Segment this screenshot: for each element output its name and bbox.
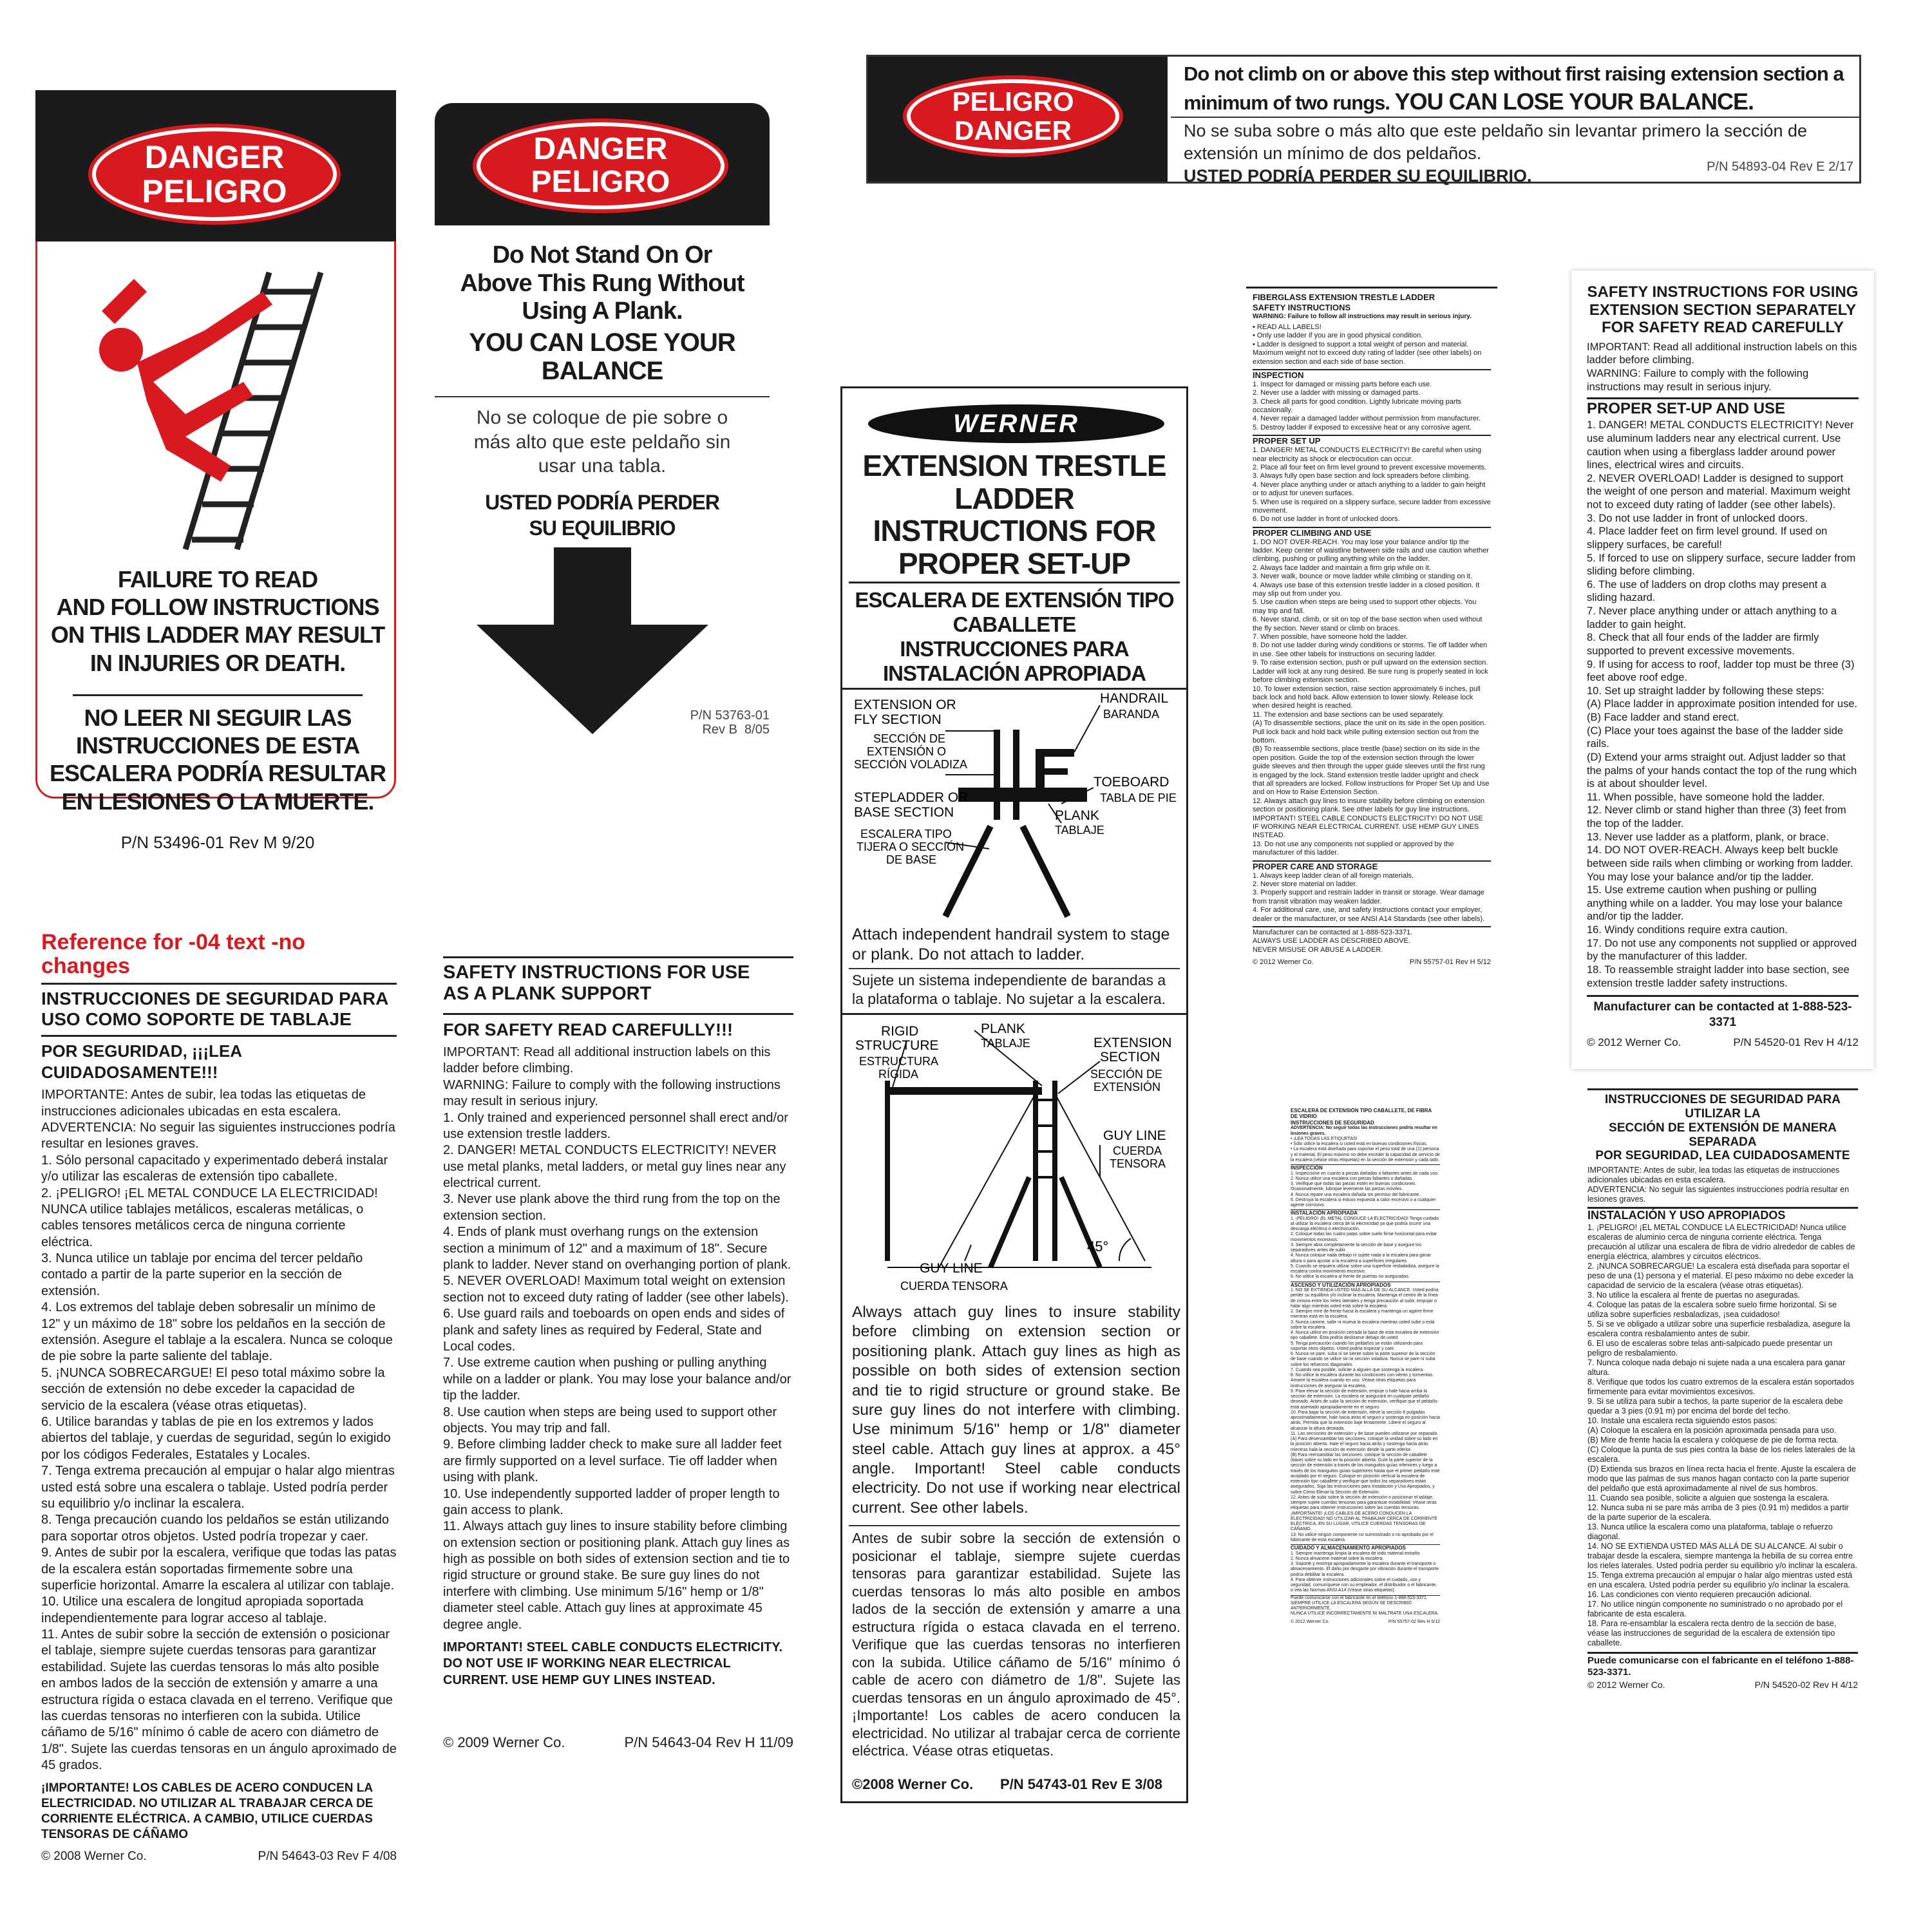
divider	[849, 1525, 1180, 1526]
part-number: P/N 53496-01 Rev M 9/20	[120, 833, 315, 852]
plank-label: PLANK	[1055, 808, 1099, 823]
climb-heading: ASCENSO Y UTILIZACIÓN APROPIADOS	[1291, 1282, 1440, 1288]
body-text: IMPORTANTE: Antes de subir, lea todas las etiquetas de instrucciones adicionales ubicadas en esta escalera. ADVERTENCIA: No seguir las siguientes instrucciones podría resultar en lesiones graves. 1. Sólo personal capacitado y experimentado deberá instalar y/o utilizar las escaleras de extensión tipo caballete. 2. ¡PELIGRO! ¡EL METAL CONDUCE LA ELECTRICIDAD! NUNCA utilice tablajes metálicos, escaleras metálicas, o cables tensores metálicos cerca de ninguna corriente eléctrica. 3. Nunca utilice un tablaje por encima del tercer peldaño contado a partir de la parte superior en la sección de extensión. 4. Los extremos del tablaje deben sobresalir un mínimo de 12" y un máximo de 18" sobre los peldaños en la sección de extensión. Asegure el tablaje a la escalera. Nunca se coloque de pie sobre la parte saliente del tablaje. 5. ¡NUNCA SOBRECARGUE! El peso total máximo sobre la sección de extensión no debe exceder la capacidad de servicio de la escalera (véase otras etiquetas). 6. Utilice barandas y tablas de pie en los extremos y lados abiertos del tablaje, y cuerdas de seguridad, según lo exigido por los códigos Federales, Estatales y Locales. 7. Tenga extrema precaución al empujar o halar algo mientras usted está sobre una escalera o tablaje. Usted podría perder su equilibrio y/o inclinar la escalera. 8. Tenga precaución cuando los peldaños se están utilizando para soportar otros objetos. Usted podría tropezar y caer. 9. Antes de subir por la escalera, verifique que todas las patas de la escalera están soportadas firmemente sobre una superficie horizontal. Amarre la escalera al utilizar con tablaje. 10. Utilice una escalera de longitud apropiada soportada independientemente para lograr acceso al tablaje. 11. Antes de subir sobre la sección de extensión o posicionar el tablaje, siempre sujete cuerdas tensoras para garantizar estabilidad. Sujete las cuerdas tensoras lo más alto posible en ambos lados de la sección de extensión y amarre a una estructura rígida o estaca clavada en el terreno. Verifique que las cuerdas tensoras no interfieren con la subida. Utilice cáñamo de 5/16" mínimo ó cable de acero con diámetro de 1/8". Sujete las cuerdas tensoras en un ángulo aproximado de 45 grados.	[41, 1088, 397, 1773]
copyright: © 2012 Werner Co.	[1291, 1619, 1330, 1624]
danger-oval	[92, 128, 337, 221]
instruction-es	[1184, 120, 1853, 187]
handrail-note-es: Sujete un sistema independiente de barandas a la plataforma o tablaje. No sujetar a la escalera.	[852, 972, 1166, 1007]
handrail-label: HANDRAIL	[1100, 691, 1169, 706]
contact-text: Manufacturer can be contacted at 1-888-523-3371	[1587, 995, 1859, 1030]
danger-label-raise-extension	[866, 55, 1861, 184]
part-number: P/N 53763-01 Rev B 8/05	[690, 708, 770, 737]
peligro-text: PELIGRO	[531, 164, 670, 199]
setup-heading: PROPER SET-UP AND USE	[1587, 397, 1859, 419]
extension-separately-label-en	[1571, 270, 1874, 1069]
inspection-heading: INSPECTION	[1253, 369, 1491, 381]
label-subtitle: POR SEGURIDAD, ¡¡¡LEA CUIDADOSAMENTE!!!	[41, 1035, 397, 1083]
part-number: P/N 54743-01 Rev E 3/08	[1000, 1776, 1162, 1792]
label-footer	[1291, 1620, 1440, 1625]
guy-line-label-2: GUY LINE	[920, 1261, 983, 1276]
part-number: P/N 54520-02 Rev H 4/12	[1754, 1679, 1858, 1690]
danger-text: DANGER	[144, 139, 285, 175]
divider	[435, 396, 770, 397]
danger-oval	[477, 122, 724, 209]
danger-text: DANGER	[533, 132, 668, 167]
inspection-text: 1. Inspeccione en cuanto a piezas dañadas o faltantes antes de cada uso. 2. Nunca utilice una escalera con piezas faltantes o dañadas. 3. Verifique que todas las piezas estén en buenas condiciones. Ocasionalmente, lubrique levemente las piezas móviles. 4. Nunca repare una escalera dañada sin permiso del fabricante. 5. Destruya la escalera si estuvo expuesta a calor excesivo o a cualquier agente corrosivo.	[1291, 1171, 1439, 1208]
werner-logo	[868, 404, 1164, 443]
plank-label: PLANK	[981, 1021, 1025, 1036]
label-title: SAFETY INSTRUCTIONS FOR USE AS A PLANK SUPPORT	[443, 956, 793, 1005]
balance-warning-en: YOU CAN LOSE YOUR BALANCE.	[1394, 88, 1754, 115]
part-number: P/N 54520-01 Rev H 4/12	[1733, 1036, 1859, 1048]
step-section-label: STEPLADDER OR BASE SECTION	[854, 790, 969, 820]
climb-text: 1. NO SE EXTIENDA USTED MÁS ALLÁ DE SU ALCANCE. Usted podría perder su equilibrio y/o inclinar la escalera. Mantenga el centro de la línea de cintura entre los rieles laterales y tenga precaución al subir, empujar o halar algo mientras usted está sobre la escalera. 2. Siempre mire de frente hacia la escalera y mantenga un agarre firme mientras está en la escalera. 3. Nunca camine, salte ni mueva la escalera mientras usted sube o está sobre la escalera. 4. Nunca utilice en posición cerrada la base de esta escalera de extensión tipo caballete. Ésta podría deslizarse debajo de usted. 5. Tenga precaución cuando los peldaños se están utilizando para soportar otros objetos. Usted podría tropezar y caer. 6. Nunca se pare, suba ni se siente sobre la parte superior de la sección de base cuando se utilice sin la sección voladiza. Nunca se pare ni suba sobre los refuerzos diagonales. 7. Cuando sea posible, solicite a alguien que sostenga la escalera. 8. No utilice la escalera durante las condiciones con viento y tormentas. Amarre la escalera cuando en uso. Véase otras etiquetas para instrucciones de asegurar la escalera. 9. Para elevar la sección de extensión, empuje o hale hacia arriba la sección de extensión. La escalera se asegurará en cualquier peldaño deseado. Antes de subir la sección de extensión, verifique que el peldaño está asentado apropiadamente en el seguro. 10. Para bajar la sección de extensión, eleve la sección 6 pulgadas aproximadamente, hale hacia atrás el seguro y sostenga en posición hacia atrás. Permita que la extensión baje lentamente. Libere el seguro al alcanzar la altura deseada. 11. Las secciones de extensión y de base pueden utilizarse por separado. (A) Para desensamblar las secciones, coloque la unidad sobre su lado en la posición abierta. Hale el seguro hacia atrás y sostenga hacia atrás mientras hala la sección de extensión desde la parte inferior. (B) Para reensamblar las secciones, coloque la sección de caballete (base) sobre su lado en la posición abierta. Guíe la parte superior de la sección de extensión a través de los manguitos guías inferiores y luego a través de los manguitos guías superiores hasta que el primer peldaño esté acoplado por el seguro. Coloque en posición vertical la escalera de extensión tipo caballete y verifique que todos los separadores están asegurados. Siga las instrucciones para Instalación y Uso Apropiados, y sobre Cómo Elevar la Sección de Extensión. 12. Antes de subir sobre la sección de extensión o posicionar el tablaje, siempre sujete cuerdas tensoras para garantizar estabilidad. Véase otras etiquetas para obtener instrucciones sobre las cuerdas tensoras. ¡IMPORTANTE! ¡LOS CABLES DE ACERO CONDUCEN LA ELECTRICIDAD! NO UTILIZAR AL TRABAJAR CERCA DE CORRIENTE ELÉCTRICA. EN SU LUGAR, UTILICE CUERDAS TENSORAS DE CÁÑAMO. 13. No utilice ningún componente no suministrado o no aprobado por el fabricante de esta escalera.	[1291, 1288, 1440, 1542]
label-footer	[1587, 1036, 1859, 1049]
label-footer	[443, 1734, 793, 1752]
inspection-heading: INSPECCIÓN	[1291, 1164, 1440, 1171]
reference-note: Reference for -04 text -no changes	[41, 930, 305, 979]
ext-label: EXTENSION SECTION	[1094, 1036, 1172, 1065]
angle-label: 45°	[1087, 1238, 1109, 1255]
rigid-label-es: ESTRUCTURA RÍGIDA	[859, 1055, 939, 1081]
contact-text: Puede comunicarse con el fabricante en el teléfono 1-888-523-3371.	[1587, 1652, 1858, 1678]
copyright: © 2008 Werner Co.	[41, 1850, 147, 1864]
instruction-en: Do Not Stand On Or Above This Rung Without Using A Plank.	[460, 242, 744, 325]
important-text: IMPORTANT: Read all additional instruction labels on this ladder before climbing. WARNING: Failure to comply with the following instructions may result in serious injury.	[1587, 341, 1857, 393]
handrail-note-en: Attach independent handrail system to stage or plank. Do not attach to ladder.	[852, 925, 1170, 964]
setup-heading: INSTALACIÓN Y USO APROPIADOS	[1587, 1207, 1858, 1223]
important-text: IMPORTANT! STEEL CABLE CONDUCTS ELECTRICITY. DO NOT USE IF WORKING NEAR ELECTRICAL CURRENT. USE HEMP GUY LINES INSTEAD.	[443, 1640, 783, 1687]
warning-text-es: NO LEER NI SEGUIR LAS INSTRUCCIONES DE ESTA ESCALERA PODRÍA RESULTAR EN LESIONES O LA MUERTE.	[49, 705, 386, 815]
copyright: © 2012 Werner Co.	[1587, 1036, 1681, 1048]
body-text: 1. DANGER! METAL CONDUCTS ELECTRICITY! Never use aluminum ladders near any electrical current. Use caution when using a fiberglass ladder around power lines, electrical wires and circuits. 2. NEVER OVERLOAD! Ladder is designed to support the weight of one person and material. Maximum weight not to exceed duty rating of ladder (see other labels). 3. Do not use ladder in front of unlocked doors. 4. Place ladder feet on firm level ground. If used on slippery surfaces, be careful! 5. If forced to use on slippery surface, secure ladder from sliding before climbing. 6. The use of ladders on drop cloths may present a sliding hazard. 7. Never place anything under or attach anything to a ladder to gain height. 8. Check that all four ends of the ladder are firmly supported to prevent excessive movements. 9. If using for access to roof, ladder top must be three (3) feet above roof edge. 10. Set up straight ladder by following these steps: (A) Place ladder in approximate position intended for use. (B) Face ladder and stand erect. (C) Place your toes against the base of the ladder side rails. (D) Extend your arms straight out. Adjust ladder so that the palms of your hands contact the top of the rung which is at about shoulder level. 11. When possible, have someone hold the ladder. 12. Never climb or stand higher than three (3) feet from the top of the ladder. 13. Never use ladder as a platform, plank, or brace. 14. DO NOT OVER-REACH. Always keep belt buckle between side rails when climbing or working from ladder. You may lose your balance and/or tip the ladder. 15. Use extreme caution when pushing or pulling anything while on a ladder. You may lose your balance and/or tip the ladder. 16. Windy conditions require extra caution. 17. Do not use any components not supplied or approved by the manufacturer of this ladder. 18. To reassemble straight ladder into base section, see extension trestle ladder safety instructions.	[1587, 419, 1858, 989]
body-text: IMPORTANT: Read all additional instruction labels on this ladder before climbing. WARNING: Failure to comply with the following instructions may result in serious injury. 1. Only trained and experienced personnel shall erect and/or use extension trestle ladders. 2. DANGER! METAL CONDUCTS ELECTRICITY! NEVER use metal planks, metal ladders, or metal guy lines near any electrical current. 3. Never use plank above the third rung from the top on the extension section. 4. Ends of plank must overhang rungs on the extension section a minimum of 12" and a maximum of 18". Secure plank to ladder. Never stand on overhanging portion of plank. 5. NEVER OVERLOAD! Maximum total weight on extension section not to exceed duty rating of ladder (see other labels). 6. Use guard rails and toeboards on open ends and sides of plank and safety lines as required by Federal, State and Local codes. 7. Use extreme caution when pushing or pulling anything while on a ladder or plank. You may lose your balance and/or tip the ladder. 8. Use caution when steps are being used to support other objects. You may trip and fall. 9. Before climbing ladder check to make sure all ladder feet are firmly supported on a level surface. Tie off ladder when using with plank. 10. Use independently supported ladder of proper length to gain access to plank. 11. Always attach guy lines to insure stability before climbing on extension section or positioning plank. Attach guy lines as high as possible on both sides of extension section and tie to rigid structure or ground stake. Be sure guy lines do not interfere with climbing. Use minimum 5/16" hemp or 1/8" diameter steel cable. Attach guy lines at approximate 45 degree angle.	[443, 1045, 791, 1632]
inspection-text: 1. Inspect for damaged or missing parts before each use. 2. Never use a ladder with missing or damaged parts. 3. Check all parts for good condition. Lightly lubricate moving parts occasionally. 4. Never repair a damaged ladder without permission from manufacturer. 5. Destroy ladder if exposed to excessive heat or any corrosive agent.	[1253, 380, 1481, 431]
extension-separately-label-es	[1581, 1088, 1864, 1842]
instruction-es-text: No se suba sobre o más alto que este peldaño sin levantar primero la sección de extensión un mínimo de dos peldaños.	[1184, 121, 1808, 164]
setup-text: 1. DANGER! METAL CONDUCTS ELECTRICITY! Be careful when using near electricity as shock or electrocution can occur. 2. Place all four feet on firm level ground to prevent excessive movements. 3. Always fully open base section and lock spreaders before climbing. 4. Never place anything under or attach anything to a ladder to gain height or to adjust for uneven surfaces. 5. When use is required on a slippery surface, secure ladder from excessive movement. 6. Do not use ladder in front of unlocked doors.	[1253, 446, 1491, 524]
trestle-setup-diagram	[842, 691, 1186, 923]
guy-line-diagram	[842, 1016, 1186, 1300]
part-number: P/N 54643-04 Rev H 11/09	[624, 1734, 793, 1751]
copyright: ©2008 Werner Co.	[852, 1776, 974, 1792]
setup-heading: PROPER SET UP	[1253, 435, 1491, 446]
warning-text: ADVERTENCIA: No seguir todas las instrucciones podría resultar en lesiones graves.	[1291, 1126, 1437, 1136]
label-title: ESCALERA DE EXTENSIÓN TIPO CABALLETE, DE FIBRA DE VIDRIO INSTRUCCIONES DE SEGURIDAD	[1291, 1108, 1432, 1126]
care-heading: CUIDADO Y ALMACENAMIENTO APROPIADOS	[1291, 1544, 1440, 1551]
peligro-text: PELIGRO	[952, 86, 1074, 117]
label-title: SAFETY INSTRUCTIONS FOR USING EXTENSION SECTION SEPARATELY FOR SAFETY READ CAREFULLY	[1587, 283, 1859, 337]
part-number: P/N 55757-02 Rev H 5/12	[1388, 1619, 1440, 1624]
werner-logo-text: WERNER	[953, 409, 1079, 438]
care-text: 1. Always keep ladder clean of all foreign materials. 2. Never store material on ladder. 3. Properly support and restrain ladder in transit or storage. Wear damage from transit vibration may weaken ladder. 4. For additional care, use, and safety instructions contact your employer, dealer or the manufacturer, or see ANSI A14 Standards (see other labels).	[1253, 871, 1485, 923]
guy-line-label-es: CUERDA TENSORA	[1110, 1144, 1166, 1170]
balance-warning-es: USTED PODRÍA PERDER SU EQUILIBRIO	[485, 491, 719, 540]
tablaje-label: TABLAJE	[1055, 824, 1104, 837]
intro-text: • READ ALL LABELS! • Only use ladder if you are in good physical condition. • Ladder is designed to support a total weight of person and material. Maximum weight not to exceed duty rating of ladder (see other labels) on extension section and each side of base section.	[1253, 323, 1482, 366]
plank-support-label-es	[26, 930, 412, 1864]
care-text: 1. Siempre mantenga limpia la escalera de todo material extraño. 2. Nunca almacene material sobre la escalera. 3. Soporte y restrinja apropiadamente la escalera durante el transporte o almacenamiento. El daño por desgaste por vibración durante el transporte podría debilitar la escalera. 4. Para obtener instrucciones adicionales sobre el cuidado, uso y seguridad, comuníquese con su empleador, el distribuidor o el fabricante, o vea las Normas ANSI A14 (Véase otras etiquetas).	[1291, 1551, 1439, 1593]
tablaje-label: TABLAJE	[981, 1037, 1030, 1050]
important-text: IMPORTANTE: Antes de subir, lea todas las etiquetas de instrucciones adicionales ubicadas en esta escalera. ADVERTENCIA: No seguir las siguientes instrucciones podría resultar en lesiones graves.	[1587, 1166, 1850, 1204]
label-title: FIBERGLASS EXTENSION TRESTLE LADDER SAFETY INSTRUCTIONS	[1253, 292, 1435, 312]
guy-line-label-2-es: CUERDA TENSORA	[900, 1280, 1008, 1293]
ext-section-label-es: SECCIÓN DE EXTENSIÓN O SECCIÓN VOLADIZA	[854, 732, 968, 771]
body-text: 1. ¡PELIGRO! ¡EL METAL CONDUCE LA ELECTRICIDAD! Nunca utilice escaleras de aluminio cerca de ninguna corriente eléctrica. Tenga precaución al utilizar una escalera de fibra de vidrio alrededor de cables de energía eléctrica, alambres y circuitos eléctricos. 2. ¡NUNCA SOBRECARGUE! La escalera está diseñada para soportar el peso de una (1) persona y el material. El peso máximo no debe exceder la capacidad de servicio de la escalera (véase otras etiquetas). 3. No utilice la escalera al frente de puertas no aseguradas. 4. Coloque las patas de la escalera sobre suelo firme horizontal. Si se utiliza sobre superficies resbaladizas, ¡sea cuidadoso! 5. Si se ve obligado a utilizar sobre una superficie resbaladiza, asegure la escalera contra resbalamiento antes de subir. 6. El uso de escaleras sobre telas anti-salpicado puede presentar un peligro de resbalamiento. 7. Nunca coloque nada debajo ni sujete nada a una escalera para ganar altura. 8. Verifique que todos los cuatro extremos de la escalera están soportados firmemente para evitar movimientos excesivos. 9. Si se utiliza para subir a techos, la parte superior de la escalera debe quedar a 3 pies (0.91 m) por encima del borde del techo. 10. Instale una escalera recta siguiendo estos pasos: (A) Coloque la escalera en la posición aproximada pensada para uso. (B) Mire de frente hacia la escalera y colóquese de pie de forma recta. (C) Coloque la punta de sus pies contra la base de los rieles laterales de la escalera. (D) Extienda sus brazos en línea recta hacia el frente. Ajuste la escalera de modo que las palmas de sus manos hagan contacto con la parte superior del peldaño que está aproximadamente al nivel de sus hombros. 11. Cuando sea posible, solicite a alguien que sostenga la escalera. 12. Nunca suba ni se pare más arriba de 3 pies (0.91 m) medidos a partir de la parte superior de la escalera. 13. Nunca utilice la escalera como una plataforma, tablaje o refuerzo diagonal. 14. NO SE EXTIENDA USTED MÁS ALLÁ DE SU ALCANCE. Al subir o trabajar desde la escalera, siempre mantenga la hebilla de su correa entre los rieles laterales. Usted podría perder su equilibrio y/o inclinar la escalera. 15. Tenga extrema precaución al empujar o halar algo mientras usted está en una escalera. Usted podría perder su equilibrio y/o inclinar la escalera. 16. Las condiciones con viento requieren precaución adicional. 17. No utilice ningún componente no suministrado o no aprobado por el fabricante de esta escalera. 18. Para re-ensamblar la escalera recta dentro de la sección de base, véase las instrucciones de seguridad de la escalera de extensión tipo caballete.	[1587, 1222, 1857, 1647]
balance-warning-en: YOU CAN LOSE YOUR BALANCE	[469, 328, 735, 385]
climb-heading: PROPER CLIMBING AND USE	[1253, 527, 1491, 538]
divider	[1171, 117, 1860, 118]
falling-person-icon	[76, 253, 359, 556]
peligro-text: PELIGRO	[142, 173, 287, 209]
title-en: EXTENSION TRESTLE LADDER INSTRUCTIONS FOR PROPER SET-UP	[862, 449, 1166, 580]
instruction-en-text: Do not climb on or above this step without first raising extension section a minimum of two rungs.	[1184, 62, 1844, 114]
title-es: ESCALERA DE EXTENSIÓN TIPO CABALLETE INSTRUCCIONES PARA INSTALACIÓN APROPIADA	[855, 588, 1174, 685]
divider	[73, 694, 363, 696]
climb-text: 1. DO NOT OVER-REACH. You may lose your balance and/or tip the ladder. Keep center of waistline between side rails and use caution whether climbing, pushing or pulling anything while on the ladder. 2. Always face ladder and maintain a firm grip while on it. 3. Never walk, bounce or move ladder while climbing or standing on it. 4. Always use base of this extension trestle ladder in a closed position. It may slip out from under you. 5. Use caution when steps are being used to support other objects. You may trip and fall. 6. Never stand, climb, or sit on top of the base section when used without the fly section. Never stand or climb on braces. 7. When possible, have someone hold the ladder. 8. Do not use ladder during windy conditions or storms. Tie off ladder when in use. See other labels for instructions on securing ladder. 9. To raise extension section, push or pull upward on the extension section. Ladder will lock at any rung desired. Be sure rung is properly seated in lock before climbing extension section. 10. To lower extension section, raise section approximately 6 inches, pull back lock and hold back. Allow extension to lower slowly. Release lock when desired height is reached. 11. The extension and base sections can be used separately. (A) To disassemble sections, place the unit on its side in the open position. Pull lock back and hold back while pulling extension section out from the bottom. (B) To reassemble sections, place trestle (base) section on its side in the open position. Guide the top of the extension section through the lower guide sleeves and then through the upper guide sleeves until the first rung is engaged by the lock. Stand extension trestle ladder upright and check that all spreaders are locked. Follow instructions for Proper Set Up and Use and on How to Raise Extension Section. 12. Always attach guy lines to insure stability before climbing on extension section or positioning plank. See other labels for guy line instructions. IMPORTANT! STEEL CABLE CONDUCTS ELECTRICITY! DO NOT USE IF WORKING NEAR ELECTRICAL CURRENT. USE HEMP GUY LINES INSTEAD. 13. Do not use any components not supplied or approved by the manufacturer of this ladder.	[1253, 538, 1490, 857]
part-number: P/N 55757-01 Rev H 5/12	[1410, 958, 1491, 967]
danger-label-failure-to-read	[35, 90, 396, 852]
toeboard-label: TOEBOARD	[1094, 775, 1170, 790]
part-number: P/N 54893-04 Rev E 2/17	[1707, 160, 1853, 174]
divider	[849, 968, 1180, 969]
label-footer	[1587, 1680, 1858, 1690]
care-heading: PROPER CARE AND STORAGE	[1253, 860, 1491, 872]
ext-section-label: EXTENSION OR FLY SECTION	[854, 697, 956, 727]
instruction-es: No se coloque de pie sobre o más alto que este peldaño sin usar una tabla.	[473, 407, 731, 477]
label-footer	[41, 1849, 397, 1864]
label-footer	[1253, 958, 1491, 967]
section-divider	[842, 1013, 1186, 1015]
step-section-label-es: ESCALERA TIPO TIJERA O SECCIÓN DE BASE	[857, 828, 965, 866]
guy-line-text-es: Antes de subir sobre la sección de extensión o posicionar el tablaje, siempre sujete cuerdas tensoras para garantizar estabilidad. Sujete las cuerdas tensoras lo más alto posible en ambos lados de la sección de extensión y amarre a una estructura rígida o estaca clavada en el terreno. Verifique que las cuerdas tensoras no interfieren con la subida. Utilice cáñamo de 5/16" mínimo ó cable de acero con diámetro de 1/8". Sujete las cuerdas tensoras en un ángulo aproximado de 45°. ¡Importante! Los cables de acero conducen la electricidad. No utilizar al trabajar cerca de corriente eléctrica. Véase otras etiquetas.	[852, 1530, 1180, 1759]
instruction-en	[1184, 62, 1853, 116]
important-text: ¡IMPORTANTE! LOS CABLES DE ACERO CONDUCEN LA ELECTRICIDAD. NO UTILIZAR AL TRABAJAR CERCA DE CORRIENTE ELÉCTRICA. A CAMBIO, UTILICE CUERDAS TENSORAS DE CÁÑAMO	[41, 1781, 374, 1841]
baranda-label: BARANDA	[1103, 708, 1160, 721]
fiberglass-safety-label-es	[1288, 1108, 1443, 1835]
label-title: INSTRUCCIONES DE SEGURIDAD PARA USO COMO SOPORTE DE TABLAJE	[41, 983, 397, 1030]
ext-label-es: SECCIÓN DE EXTENSIÓN	[1090, 1068, 1163, 1094]
copyright: © 2012 Werner Co.	[1587, 1679, 1665, 1690]
werner-setup-label	[840, 386, 1188, 1803]
warning-text: WARNING: Failure to follow all instructions may result in serious injury.	[1253, 312, 1472, 320]
divider	[849, 582, 1180, 583]
setup-text: 1. ¡PELIGRO! ¡EL METAL CONDUCE LA ELECTRICIDAD! Tenga cuidado al utilizar la escalera cerca de la electricidad ya que podría ocurrir una descarga eléctrica o electrocución. 2. Coloque todas las cuatro patas sobre suelo firme horizontal para evitar movimientos excesivos. 3. Siempre abra completamente la sección de base y asegure los separadores antes de subir. 4. Nunca coloque nada debajo ni sujete nada a la escalera para ganar altura o para ajustar a la escalera a superficies irregulares. 5. Cuando se requiera utilizar sobre una superficie resbaladiza, asegure la escalera contra movimiento excesivo. 6. No utilice la escalera al frente de puertas no aseguradas.	[1291, 1216, 1439, 1280]
footer-text: Puede comunicarse con el fabricante en el teléfono 1-888-523-3371. SIEMPRE UTILICE LA ESCALERA SEGÚN SE DESCRIBIÓ ANTERIORMENTE. NUNCA UTILICE INCORRECTAMENTE NI MALTRATE UNA ESCALERA.	[1291, 1595, 1439, 1616]
guy-line-label: GUY LINE	[1103, 1128, 1166, 1143]
label-subtitle: FOR SAFETY READ CAREFULLY!!!	[443, 1013, 793, 1041]
plank-support-label-en	[431, 956, 805, 1845]
copyright: © 2012 Werner Co.	[1253, 958, 1314, 967]
warning-text-en: FAILURE TO READ AND FOLLOW INSTRUCTIONS ON THIS LADDER MAY RESULT IN INJURIES OR DEATH.	[50, 566, 385, 676]
section-divider	[842, 688, 1186, 690]
rigid-label: RIGID STRUCTURE	[855, 1024, 939, 1053]
footer-text: Manufacturer can be contacted at 1-888-523-3371. ALWAYS USE LADDER AS DESCRIBED ABOVE. NEVER MISUSE OR ABUSE A LADDER.	[1253, 926, 1491, 954]
fiberglass-safety-label-en	[1246, 287, 1497, 1059]
guy-line-text-en: Always attach guy lines to insure stability before climbing on extension section or positioning plank. Attach guy lines as high as possible on both sides of extension section and tie to rigid structure or ground stake. Be sure guy lines do not interfere with climbing. Use minimum 5/16" hemp or 1/8" diameter steel cable. Attach guy lines at approx. a 45° angle. Important! Steel cable conducts electricity. Do not use if working near electrical current. See other labels.	[852, 1303, 1180, 1517]
copyright: © 2009 Werner Co.	[443, 1734, 565, 1751]
intro-text: • ¡LEA TODAS LAS ETIQUETAS! • Sólo utilice la escalera si usted está en buenas condiciones físicas. • La escalera está diseñada para soportar el peso total de una (1) persona y el material. El peso máximo no debe exceder la capacidad de servicio de la escalera (véase otras etiquetas) en la sección de extensión y cada lado.	[1291, 1136, 1440, 1162]
label-title: INSTRUCCIONES DE SEGURIDAD PARA UTILIZAR LA SECCIÓN DE EXTENSIÓN DE MANERA SEPARADA POR SEGURIDAD, LEA CUIDADOSAMENTE	[1587, 1088, 1858, 1163]
setup-heading: INSTALACIÓN APROPIADA	[1291, 1209, 1440, 1216]
toeboard-label-es: TABLA DE PIE	[1100, 791, 1177, 804]
danger-oval	[907, 79, 1119, 153]
danger-text: DANGER	[954, 115, 1072, 146]
danger-label-do-not-stand	[435, 103, 770, 747]
part-number: P/N 54643-03 Rev F 4/08	[258, 1850, 397, 1864]
balance-warning-es: USTED PODRÍA PERDER SU EQUILIBRIO.	[1184, 166, 1532, 186]
